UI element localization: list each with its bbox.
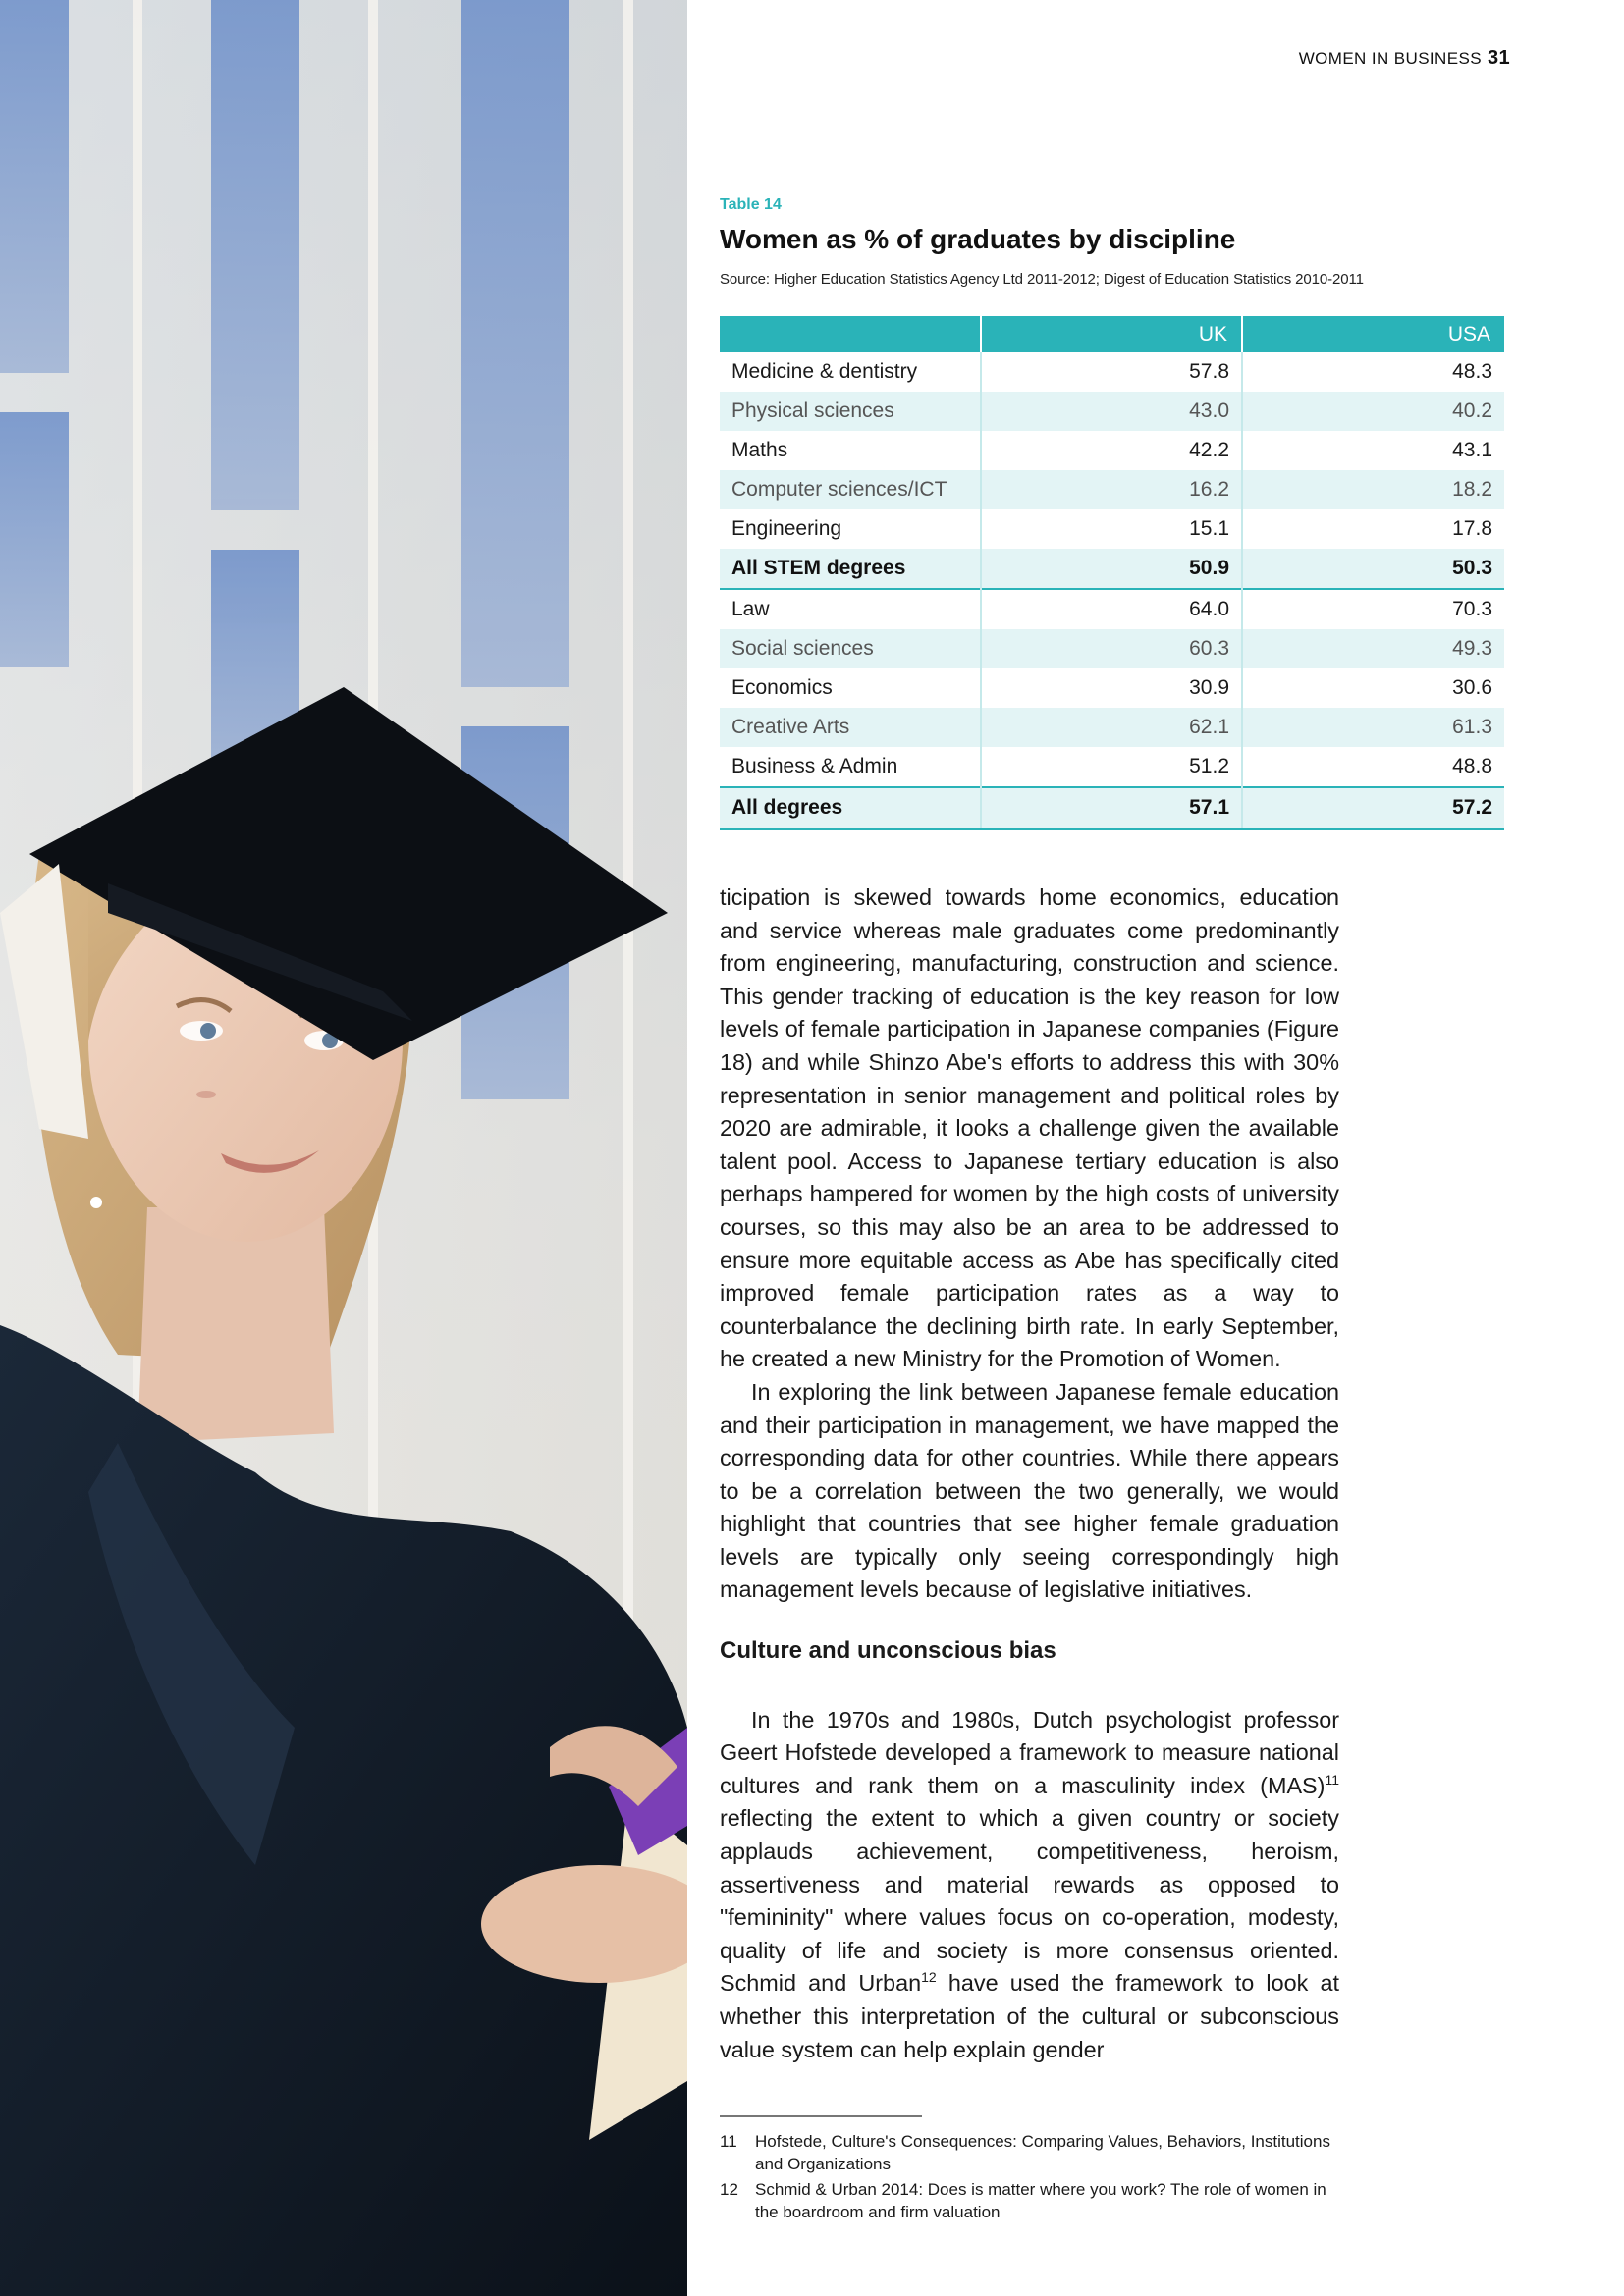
cell-usa: 48.3 (1242, 352, 1504, 392)
table-row (720, 668, 1504, 708)
cell-usa: 17.8 (1242, 509, 1504, 549)
cell-uk: 30.9 (981, 668, 1242, 708)
graduates-table (720, 316, 1504, 830)
graduate-photo (0, 0, 687, 2296)
cell-usa: 61.3 (1242, 708, 1504, 747)
paragraph-3 (720, 1704, 1339, 2067)
cell-usa: 57.2 (1242, 787, 1504, 829)
cell-discipline: Creative Arts (720, 708, 981, 747)
table-row (720, 629, 1504, 668)
cell-discipline: All STEM degrees (720, 549, 981, 589)
cell-discipline: Physical sciences (720, 392, 981, 431)
cell-uk: 60.3 (981, 629, 1242, 668)
table-row (720, 589, 1504, 629)
cell-discipline: Law (720, 589, 981, 629)
footnote-ref-11: 11 (1325, 1772, 1339, 1789)
cell-uk: 16.2 (981, 470, 1242, 509)
column-header-uk: UK (981, 316, 1242, 352)
page-number: 31 (1487, 47, 1510, 69)
footnote-rule (720, 2115, 922, 2117)
table-row (720, 352, 1504, 392)
table-row (720, 708, 1504, 747)
table-source: Source: Higher Education Statistics Agency Ltd 2011-2012; Digest of Education Statistics 2010-2011 (720, 271, 1364, 288)
footnote-number: 11 (720, 2132, 737, 2151)
cell-discipline: Business & Admin (731, 755, 898, 777)
cell-usa: 70.3 (1242, 589, 1504, 629)
paragraph-3-part-1: In the 1970s and 1980s, Dutch psychologist professor Geert Hofstede developed a framework to measure national cultures and rank them on a masculinity index (MAS) (720, 1706, 1339, 1798)
column-header-discipline (720, 316, 981, 352)
paragraph-2: In exploring the link between Japanese female education and their participation in management, we have mapped the corresponding data for other countries. While there appears to be a correlation between the two generally, we would highlight that countries that see higher female graduation levels are typically only seeing correspondingly high management levels because of legislative initiatives. (720, 1378, 1339, 1603)
table-header-row (720, 316, 1504, 352)
table-row (720, 787, 1504, 829)
table-row (720, 549, 1504, 589)
cell-uk: 42.2 (981, 431, 1242, 470)
paragraph-3-part-3: have used the framework to look at whether this interpretation of the cultural or subconscious value system can help explain gender (720, 1970, 1339, 2062)
cell-usa: 40.2 (1242, 392, 1504, 431)
section-title: WOMEN IN BUSINESS (1298, 49, 1482, 68)
cell-uk: 43.0 (981, 392, 1242, 431)
cell-discipline: Maths (731, 439, 788, 461)
cell-discipline: Engineering (731, 517, 842, 540)
cell-usa: 48.8 (1242, 747, 1504, 787)
table-row (720, 470, 1504, 509)
body-text (720, 881, 1339, 2066)
table-row (720, 392, 1504, 431)
cell-uk: 57.1 (981, 787, 1242, 829)
cell-usa: 49.3 (1242, 629, 1504, 668)
cell-uk: 15.1 (981, 509, 1242, 549)
section-heading: Culture and unconscious bias (720, 1637, 1056, 1665)
cell-uk: 51.2 (981, 747, 1242, 787)
footnote-text: Schmid & Urban 2014: Does is matter where you work? The role of women in the boardroom and firm valuation (755, 2180, 1326, 2221)
cell-discipline: All degrees (720, 787, 981, 829)
cell-usa: 43.1 (1242, 431, 1504, 470)
footnotes (720, 2130, 1348, 2226)
table-title: Women as % of graduates by discipline (720, 224, 1236, 254)
cell-uk: 62.1 (981, 708, 1242, 747)
column-header-usa: USA (1242, 316, 1504, 352)
table-row (720, 431, 1504, 470)
footnote-12 (720, 2178, 1348, 2223)
cell-discipline: Computer sciences/ICT (720, 470, 981, 509)
footnote-text: Hofstede, Culture's Consequences: Comparing Values, Behaviors, Institutions and Organizations (755, 2132, 1330, 2173)
paragraph-1: ticipation is skewed towards home economics, education and service whereas male graduates come predominantly from engineering, manufacturing, construction and science. This gender tracking of education is the key reason for low levels of female participation in Japanese companies (Figure 18) and while Shinzo Abe's efforts to address this with 30% representation in senior management and political roles by 2020 are admirable, it looks a challenge given the available talent pool. Access to Japanese tertiary education is also perhaps hampered for women by the high costs of university courses, so this may also be an area to be addressed to ensure more equitable access as Abe has specifically cited improved female participation rates as a way to counterbalance the declining birth rate. In early September, he created a new Ministry for the Promotion of Women. (720, 884, 1339, 1372)
cell-uk: 64.0 (981, 589, 1242, 629)
cell-usa: 18.2 (1242, 470, 1504, 509)
cell-uk: 50.9 (981, 549, 1242, 589)
footnote-number: 12 (720, 2180, 738, 2199)
cell-discipline: Economics (731, 676, 833, 699)
cell-discipline: Social sciences (720, 629, 981, 668)
cell-uk: 57.8 (981, 352, 1242, 392)
table-label: Table 14 (720, 196, 782, 213)
cell-usa: 50.3 (1242, 549, 1504, 589)
cell-usa: 30.6 (1242, 668, 1504, 708)
paragraph-3-part-2: reflecting the extent to which a given country or society applauds achievement, competitiveness, heroism, assertiveness and material rewards as opposed to "femininity" where values focus on co-operation, modesty, quality of life and society is more consensus oriented. Schmid and Urban (720, 1805, 1339, 1997)
footnote-11 (720, 2130, 1348, 2175)
running-head (1299, 47, 1510, 70)
table-row (720, 747, 1504, 787)
footnote-ref-12: 12 (921, 1969, 937, 1986)
cell-discipline: Medicine & dentistry (731, 360, 918, 383)
table-row (720, 509, 1504, 549)
